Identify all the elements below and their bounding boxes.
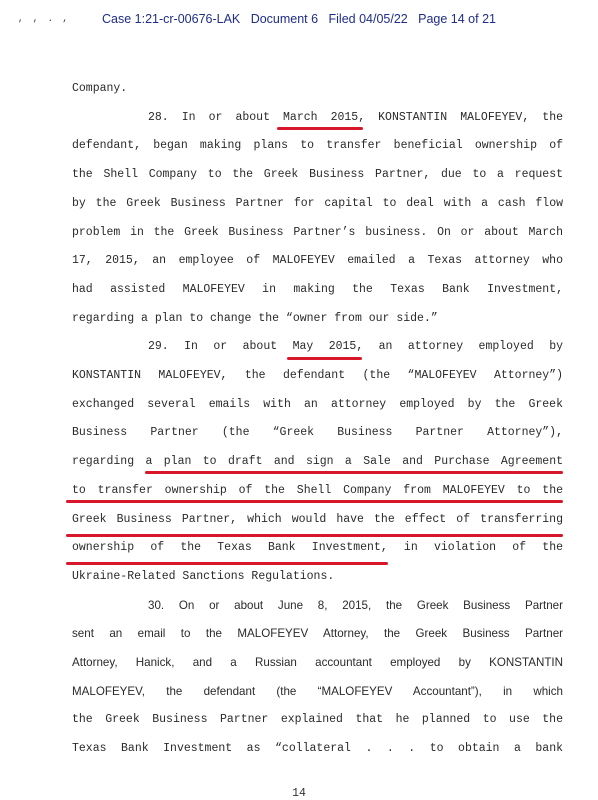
case-header: Case 1:21-cr-00676-LAK Document 6 Filed 04/05/22 Page 14 of 21	[102, 12, 496, 26]
text-line: defendant, began making plans to transfer beneficial ownership of	[72, 139, 563, 153]
highlight-underline-march-2015	[277, 127, 363, 130]
highlight-underline-may-2015	[287, 357, 362, 360]
highlight-underline-greek-partner	[66, 534, 563, 537]
paragraph-29-start: 29. In or about May 2015, an attorney employed by	[148, 340, 563, 354]
text-line: Ukraine-Related Sanctions Regulations.	[72, 569, 335, 583]
text-line: Greek Business Partner, which would have the effect of transferring	[72, 512, 563, 526]
text-line: to transfer ownership of the Shell Company from MALOFEYEV to the	[72, 483, 563, 497]
text-line: 17, 2015, an employee of MALOFEYEV emailed a Texas attorney who	[72, 254, 563, 268]
text-line: exchanged several emails with an attorney employed by the Greek	[72, 397, 563, 411]
text-line: regarding a plan to draft and sign a Sale and Purchase Agreement	[72, 455, 563, 469]
text-line: had assisted MALOFEYEV in making the Texas Bank Investment,	[72, 282, 563, 296]
text-line: the Shell Company to the Greek Business Partner, due to a request	[72, 168, 563, 182]
text-line: MALOFEYEV, the defendant (the “MALOFEYEV Accountant”), in which	[72, 684, 563, 698]
text-line: ownership of the Texas Bank Investment, in violation of the	[72, 541, 563, 555]
highlight-underline-ownership	[66, 562, 388, 565]
text-line: problem in the Greek Business Partner’s business. On or about March	[72, 225, 563, 239]
paragraph-30-start: 30. On or about June 8, 2015, the Greek Business Partner	[148, 598, 563, 612]
text-line: sent an email to the MALOFEYEV Attorney, the Greek Business Partner	[72, 627, 563, 641]
highlight-underline-transfer	[66, 500, 563, 503]
text-line: KONSTANTIN MALOFEYEV, the defendant (the “MALOFEYEV Attorney”)	[72, 369, 563, 382]
text-line: Attorney, Hanick, and a Russian accountant employed by KONSTANTIN	[72, 656, 563, 669]
text-line: the Greek Business Partner explained that he planned to use the	[72, 713, 563, 727]
corner-marks: , , . ,	[18, 14, 70, 24]
paragraph-28-start: 28. In or about March 2015, KONSTANTIN MALOFEYEV, the	[148, 110, 563, 124]
highlight-underline-agreement	[145, 471, 563, 474]
page-number: 14	[292, 787, 306, 800]
text-line: regarding a plan to change the “owner from our side.”	[72, 311, 438, 325]
text-line: Company.	[72, 82, 128, 95]
text-line: Business Partner (the “Greek Business Partner Attorney”),	[72, 426, 563, 440]
text-line: Texas Bank Investment as “collateral . . . to obtain a bank	[72, 742, 563, 756]
text-line: by the Greek Business Partner for capital to deal with a cash flow	[72, 196, 563, 210]
